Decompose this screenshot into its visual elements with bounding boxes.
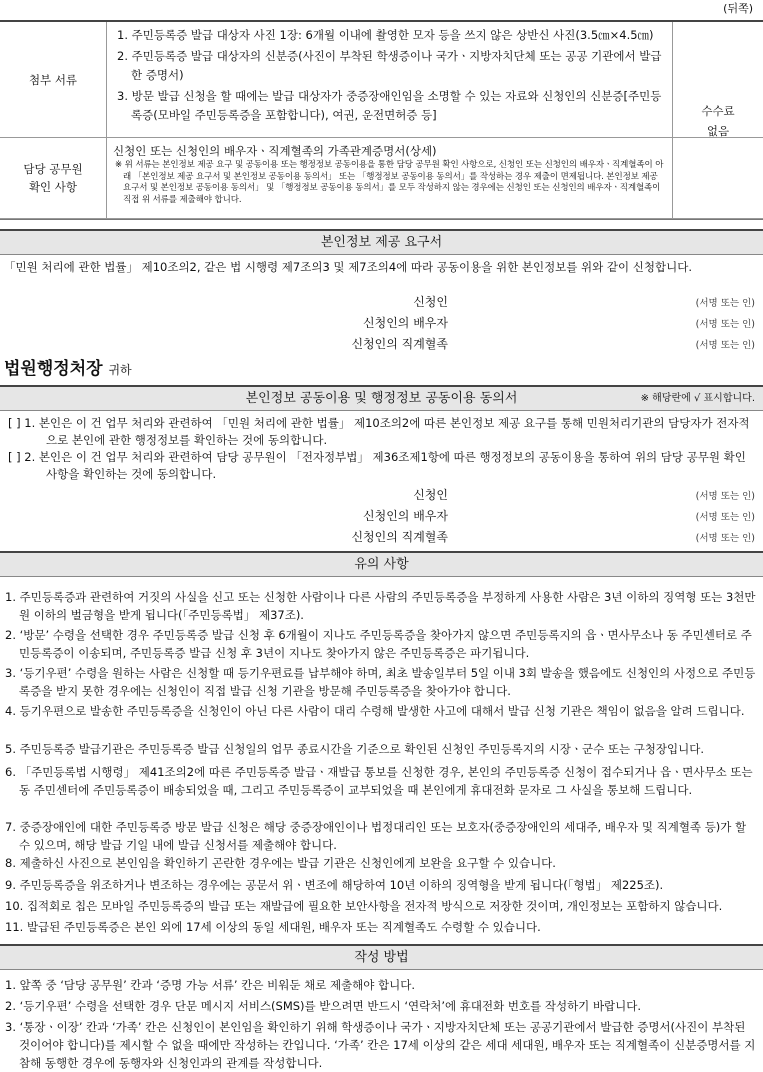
notice-item-3: 3. ‘등기우편’ 수령을 원하는 사람은 신청할 때 등기우편료를 납부해야 하며, 최초 발송일부터 5일 이내 3회 발송을 했음에도 신청인의 사정으로 주민등록증을 받지 못한 경우에는 신청인이 직접 발급 신청 기관을 방문해 주민등록증을 찾아가야 합니다. — [5, 666, 756, 698]
attachment-item: 1. 주민등록증 발급 대상자 사진 1장: 6개월 이내에 촬영한 모자 등을 쓰지 않은 상반신 사진(3.5㎝×4.5㎝) — [117, 28, 654, 42]
signature-field[interactable]: (서명 또는 인) — [695, 491, 755, 502]
addressee-suffix: 귀하 — [108, 363, 132, 377]
notice-section-header — [0, 551, 763, 577]
signer-role: 신청인의 배우자 — [363, 509, 448, 523]
request-section-header — [0, 229, 763, 255]
attachments-label: 첨부 서류 — [0, 22, 107, 137]
consent-section-header — [0, 385, 763, 411]
attachments-row — [0, 22, 763, 138]
notice-item-6: 6. 「주민등록법 시행령」 제41조의2에 따른 주민등록증 발급ㆍ재발급 통보를 신청한 경우, 본인의 주민등록증 신청이 접수되거나 읍ㆍ면사무소 또는 동 주민센터에 주민등록증이 배송되었을 때, 그리고 주민등록증이 교부되었을 때 본인에게 휴대전화 문자로 그 사실을 통보해 드립니다. — [5, 765, 753, 797]
method-section-title: 작성 방법 — [354, 950, 409, 965]
notice-item-8: 8. 제출하신 사진으로 본인임을 확인하기 곤란한 경우에는 발급 기관은 신청인에게 보완을 요구할 수 있습니다. — [5, 856, 556, 870]
signature-row-lineal[interactable] — [0, 335, 763, 355]
signer-role: 신청인 — [413, 295, 448, 309]
notice-item-7: 7. 중증장애인에 대한 주민등록증 방문 발급 신청은 해당 중증장애인이나 법정대리인 또는 보호자(중증장애인의 세대주, 배우자 및 직계혈족 등)가 할 수 있으며, 해당 발급 기일 내에 발급 신청서를 제출해야 합니다. — [5, 820, 747, 852]
signature-field[interactable]: (서명 또는 인) — [695, 298, 755, 309]
notice-item-10: 10. 집적회로 칩은 모바일 주민등록증의 발급 또는 재발급에 필요한 보안사항을 전자적 방식으로 저장한 것이며, 개인정보는 포함하지 않습니다. — [5, 899, 723, 913]
signature-field[interactable]: (서명 또는 인) — [695, 512, 755, 523]
signer-role: 신청인의 직계혈족 — [351, 530, 448, 544]
consent-signature-row-spouse[interactable] — [0, 507, 763, 527]
notice-item-5: 5. 주민등록증 발급기관은 주민등록증 발급 신청일의 업무 종료시간을 기준으로 확인된 신청인 주민등록지의 시장ㆍ군수 또는 구청장입니다. — [5, 742, 705, 756]
attachment-item: 2. 주민등록증 발급 대상자의 신분증(사진이 부착된 학생증이나 국가ㆍ지방자치단체 또는 공공 기관에서 발급한 증명서) — [117, 49, 662, 82]
attachment-item: 3. 방문 발급 신청을 할 때에는 발급 대상자가 중증장애인임을 소명할 수 있는 자료와 신청인의 신분증[주민등록증(모바일 주민등록증을 포함합니다), 여권, 운전면허증 등] — [117, 89, 662, 122]
method-item-1: 1. 앞쪽 중 ‘담당 공무원’ 칸과 ‘증명 가능 서류’ 칸은 비워둔 채로 제출해야 합니다. — [5, 978, 416, 992]
officer-check-label: 담당 공무원 확인 사항 — [0, 138, 107, 218]
fee-cell: 수수료 없음 — [672, 22, 763, 219]
notice-section-title: 유의 사항 — [354, 557, 409, 572]
signature-field[interactable]: (서명 또는 인) — [695, 533, 755, 544]
method-section-header — [0, 944, 763, 970]
request-section-title: 본인정보 제공 요구서 — [320, 235, 443, 250]
signature-field[interactable]: (서명 또는 인) — [695, 340, 755, 351]
consent-item-2[interactable]: [ ] 2. 본인은 이 건 업무 처리와 관련하여 담당 공무원이 「전자정부법」 제36조제1항에 따른 행정정보의 공동이용을 통하여 위의 담당 공무원 확인 사항을 확인하는 것에 동의합니다. — [8, 450, 746, 481]
notice-item-2: 2. ‘방문’ 수령을 선택한 경우 주민등록증 발급 신청 후 6개월이 지나도 주민등록증을 찾아가지 않으면 주민등록지의 읍ㆍ면사무소나 동 주민센터로 주민등록증이 이송되며, 주민등록증 발급 신청 후 3년이 지나도 찾아가지 않은 주민등록증은 파기됩니다. — [5, 628, 752, 660]
notice-item-4: 4. 등기우편으로 발송한 주민등록증을 신청인이 아닌 다른 사람이 대리 수령해 발생한 사고에 대해서 발급 신청 기관은 책임이 없음을 알려 드립니다. — [5, 704, 745, 718]
notice-item-11: 11. 발급된 주민등록증은 본인 외에 17세 이상의 동일 세대원, 배우자 또는 직계혈족도 수령할 수 있습니다. — [5, 920, 541, 934]
consent-item-1[interactable]: [ ] 1. 본인은 이 건 업무 처리와 관련하여 「민원 처리에 관한 법률」 제10조의2에 따른 본인정보 제공 요구를 통해 민원처리기관의 담당자가 전자적으로 본인에 관한 행정정보를 확인하는 것에 동의합니다. — [8, 416, 750, 447]
attachments-table — [0, 20, 763, 220]
request-text: 「민원 처리에 관한 법률」 제10조의2, 같은 법 시행령 제7조의3 및 제7조의4에 따라 공동이용을 위한 본인정보를 위와 같이 신청합니다. — [4, 260, 693, 274]
consent-check-note: ※ 해당란에 √ 표시합니다. — [640, 393, 755, 404]
method-item-2: 2. ‘등기우편’ 수령을 선택한 경우 단문 메시지 서비스(SMS)를 받으려면 반드시 ‘연락처’에 휴대전화 번호를 작성하기 바랍니다. — [5, 999, 642, 1013]
addressee — [4, 354, 132, 379]
officer-check-note: ※ 위 서류는 본인정보 제공 요구 및 공동이용 또는 행정정보 공동이용을 통한 담당 공무원 확인 사항으로, 신청인 또는 신청인의 배우자ㆍ직계혈족이 아래 「본인정보 제공 요구서 및 본인정보 공동이용 동의서」 또는 「행정정보 공동이용 동의서」를 작성하는 경우 제출이 면제됩니다. 본인정보 제공 요구서 및 본인정보 공동이용 동의서」 및 「행정정보 공동이용 동의서」를 모두 작성하지 않는 경우에는 신청인 또는 신청인의 배우자ㆍ직계혈족이 직접 위 서류를 제출해야 합니다. — [115, 160, 664, 205]
signer-role: 신청인 — [413, 488, 448, 502]
consent-section-title: 본인정보 공동이용 및 행정정보 공동이용 동의서 — [245, 391, 518, 406]
signer-role: 신청인의 배우자 — [363, 316, 448, 330]
signature-row-applicant[interactable] — [0, 293, 763, 313]
consent-signature-row-lineal[interactable] — [0, 528, 763, 548]
signature-field[interactable]: (서명 또는 인) — [695, 319, 755, 330]
officer-check-row — [0, 138, 763, 219]
method-item-3: 3. ‘통장ㆍ이장’ 칸과 ‘가족’ 칸은 신청인이 본인임을 확인하기 위해 학생증이나 국가ㆍ지방자치단체 또는 공공기관에서 발급한 증명서(사진이 부착된 것이어야 합니다)를 제시할 수 없을 때에만 작성하는 칸입니다. ‘가족’ 칸은 17세 이상의 같은 세대 세대원, 배우자 또는 직계혈족이 신분증명서를 지참해 동행한 경우에 동행자와 신청인과의 관계를 작성합니다. — [5, 1020, 756, 1070]
addressee-name: 법원행정처장 — [4, 359, 103, 379]
signer-role: 신청인의 직계혈족 — [351, 337, 448, 351]
attachments-list — [107, 22, 763, 137]
notice-item-1: 1. 주민등록증과 관련하여 거짓의 사실을 신고 또는 신청한 사람이나 다른 사람의 주민등록증을 부정하게 사용한 사람은 3년 이하의 징역형 또는 3천만원 이하의 벌금형을 받게 됩니다(「주민등록법」 제37조). — [5, 590, 756, 622]
officer-check-content — [107, 138, 763, 218]
officer-check-main: 신청인 또는 신청인의 배우자ㆍ직계혈족의 가족관계증명서(상세) — [113, 144, 437, 158]
signature-row-spouse[interactable] — [0, 314, 763, 334]
consent-signature-row-applicant[interactable] — [0, 486, 763, 506]
notice-item-9: 9. 주민등록증을 위조하거나 변조하는 경우에는 공문서 위ㆍ변조에 해당하여 10년 이하의 징역형을 받게 됩니다(「형법」 제225조). — [5, 878, 664, 892]
back-side-label: (뒤쪽) — [723, 2, 753, 15]
